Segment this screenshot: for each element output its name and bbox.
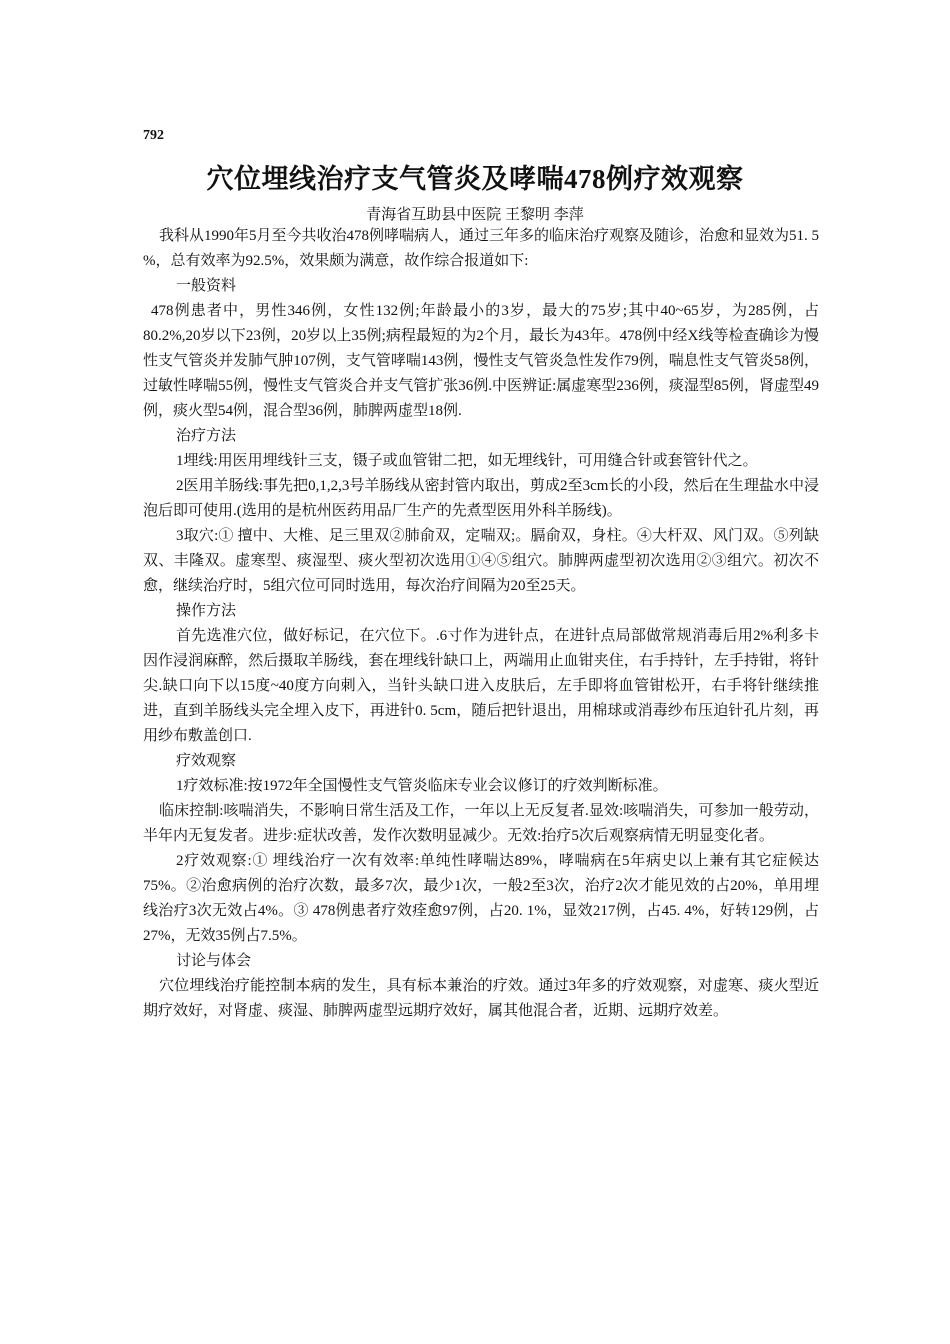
effect-item-1: 1疗效标准:按1972年全国慢性支气管炎临床专业会议修订的疗效判断标准。 [176, 778, 668, 794]
section-heading-effect: 疗效观察 [176, 753, 237, 769]
method-item-2: 2医用羊肠线:事先把0,1,2,3号羊肠线从密封管内取出，剪成2至3cm长的小段，然后在生理盐水中浸泡后即可使用.(选用的是杭州医药用品厂生产的先煮型医用外科羊肠线)。 [143, 478, 819, 519]
effect-item-2: 2疗效观察:① 埋线治疗一次有效率:单纯性哮喘达89%，哮喘病在5年病史以上兼有其它症候达75%。②治愈病例的治疗次数，最多7次，最少1次，一般2至3次，治疗2次才能见效的占20%，单用埋线治疗3次无效占4%。③ 478例患者疗效痊愈97例，占20. 1%，显效217例，占45. 4%，好转129例，占27%，无效35例占7.5%。 [143, 853, 819, 944]
page-number: 792 [143, 128, 164, 143]
discussion-paragraph: 穴位埋线治疗能控制本病的发生，具有标本兼治的疗效。通过3年多的疗效观察，对虚寒、痰火型近期疗效好，对肾虚、痰湿、肺脾两虚型远期疗效好，属其他混合者，近期、远期疗效差。 [143, 978, 819, 1019]
effect-criteria-paragraph: 临床控制:咳喘消失，不影响日常生活及工作，一年以上无反复者.显效:咳喘消失，可参加一般劳动，半年内无复发者。进步:症状改善，发作次数明显减少。无效:抬疗5次后观察病情无明显变化者。 [143, 803, 819, 844]
general-paragraph: 478例患者中，男性346例，女性132例;年龄最小的3岁，最大的75岁;其中40~65岁，为285例，占80.2%,20岁以下23例，20岁以上35例;病程最短的为2个月，最长为43年。478例中经X线等检查确诊为慢性支气管炎并发肺气肿107例，支气管哮喘143例，慢性支气管炎急性发作79例，喘息性支气管炎58例，过敏性哮喘55例，慢性支气管炎合并支气管扩张36例.中医辨证:属虚寒型236例，痰湿型85例，肾虚型49例，痰火型54例，混合型36例，肺脾两虚型18例. [143, 303, 819, 419]
section-heading-method: 治疗方法 [176, 428, 237, 444]
method-item-3: 3取穴:① 擅中、大椎、足三里双②肺俞双，定喘双;。膈俞双，身柱。④大杆双、风门双。⑤列缺双、丰隆双。虚寒型、痰湿型、痰火型初次选用①④⑤组穴。肺脾两虚型初次选用②③组穴。初次不愈，继续治疗时，5组穴位可同时选用，每次治疗间隔为20至25天。 [143, 528, 819, 594]
operation-paragraph: 首先选准穴位，做好标记，在穴位下。.6寸作为进针点，在进针点局部做常规消毒后用2%利多卡因作浸润麻醉，然后摄取羊肠线，套在埋线针缺口上，两端用止血钳夹住，右手持针，左手持钳，将针尖.缺口向下以15度~40度方向刺入，当针头缺口进入皮肤后，左手即将血管钳松开，右手将针继续推进，直到羊肠线头完全埋入皮下，再进针0. 5cm，随后把针退出，用棉球或消毒纱布压迫针孔片刻，再用纱布敷盖创口. [143, 628, 819, 744]
article-title: 穴位埋线治疗支气管炎及哮喘478例疗效观察 [206, 164, 744, 194]
article-body [143, 224, 819, 1024]
method-item-1: 1埋线:用医用埋线针三支，镊子或血管钳二把，如无埋线针，可用缝合针或套管针代之。 [176, 453, 758, 469]
author-byline: 青海省互助县中医院 王黎明 李萍 [366, 207, 584, 223]
section-heading-discussion: 讨论与体会 [176, 953, 252, 969]
intro-paragraph: 我科从1990年5月至今共收治478例哮喘病人，通过三年多的临床治疗观察及随诊，治愈和显效为51. 5 %，总有效率为92.5%，效果颇为满意，故作综合报道如下: [143, 228, 820, 269]
section-heading-general: 一般资料 [176, 278, 237, 294]
section-heading-operation: 操作方法 [176, 603, 237, 619]
